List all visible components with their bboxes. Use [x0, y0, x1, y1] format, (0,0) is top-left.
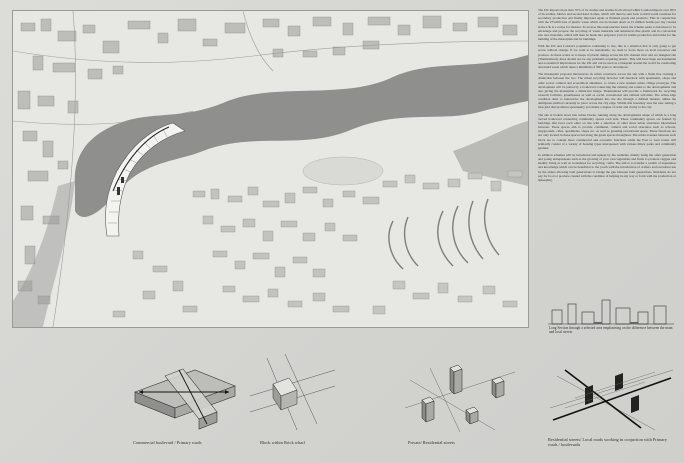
- paragraph-4: The site is broken down into urban blocks, running along the developments shape of which is a long curved boulevard connecting community spaces each side. These community spaces are framed by buildings that faces each other on site with a selection of other more urban structures intertwined between. These spaces aim to provide communal, cultural and social structures such as schools, playgrounds, cafes, apartments, shops etc. as well as greening recreational space. These functions are not only located in these spaces but along the green spaces throughout. The urban avenues between each block are to contain more commercial and economic functions while the East to west routes will primarily consist of a variety of housing types interspersed with various minor parks and community gardens.: [538, 112, 676, 150]
- diagram-residential-streets: [400, 360, 520, 435]
- long-section-drawing: [546, 296, 676, 328]
- paragraph-1: The UK imports more than 70% of its clothes and textiles from abroad whilst London imports over 60% of its textiles, fabrics and second hand clothes, which will then be sent back to third world countries for secondary production and finally imported again as finished goods and products. This in conjunction with the 275,000 tons of plastic waste which can be broken down as 15 million bottles per day created in the UK is a recipe for disaster. To reverse this unproductive trend, the scheme seeks to introduce to its advantage and propose the recycling of waste materials and substances like plastic and its conversion into new materials, which will then be made into polyester yarn for textile production and bricks for the building of the masterplan and its buildings.: [538, 8, 676, 42]
- paragraph-5: In addition schemes will be introduced and upkept by the residents, mainly being the older generation and young entrepreneurs such as the growing of your own vegetables and fruits to promote veggies and healthy living as well as workshops for recycling, crafts. The aim is to transfer a wealth of experience and knowledge which can be beneficial to the youth with the introduction of crafters and recreation use by the elders allowing both generations to bridge the gap between both generations. Residents do not pay for food or produce created with the condition of helping in any way or form with the production or upkeeping.: [538, 153, 676, 182]
- site-masterplan-map: [12, 10, 529, 328]
- description-text-column: [538, 8, 676, 298]
- caption-local-roads: Residential streets/ Local roads working in conjuction with Primary roads / boulevards: [548, 437, 668, 447]
- paragraph-3: The masterplan proposal interweaves its urban constructs across the site with a finite line creating a distinction between the two. The urban recycling factories will interlock with apartments, shops and other social, cultural and economical amenities, to create a new modern urban village prototype. The development will be parted by a boulevard connecting the existing site routes to the developments and also giving the masterplan a distinctive image. Thamesmead will provide a framework for recycling research facilities, greenhouses as well as social, recreational and cultural activities. The urban edge condition aims to interweave the development into the site through a defined manner, unlike the ambiguous method currently in place across the city edge. Within this boundary area the new setting a base grid that promotes spontaneity yet retains a degree of order and clarity to the city.: [538, 72, 676, 110]
- caption-commercial-boulevard: Commercial boulevard / Primary roads: [133, 440, 202, 445]
- diagram-local-roads: [545, 358, 677, 436]
- paragraph-2: With the UK and London's population continuing to rise, this is a situation that is only going to get worse without change. If we want to be sustainable, we need to focus more on local resources and produce. At these scales as to heaps of plastic dumps across the UK channel river and we designed site (Thamesmead), there should not be any problems acquiring plastic. This will have huge environmental and economical implications for the UK and can be used as a blueprint around the world for eradicating unwanted waste which takes a minimum of 500 years to decompose.: [538, 44, 676, 70]
- caption-residential-streets: Private/ Residential streets: [408, 440, 455, 445]
- diagram-block-brick-wharf: [245, 350, 340, 435]
- section-caption: Long Section through a selected area emphasising on the difference between the main and local streets: [549, 326, 673, 335]
- diagram-commercial-boulevard: [125, 362, 245, 432]
- caption-block-brick-wharf: Block within Brick wharf: [260, 440, 305, 445]
